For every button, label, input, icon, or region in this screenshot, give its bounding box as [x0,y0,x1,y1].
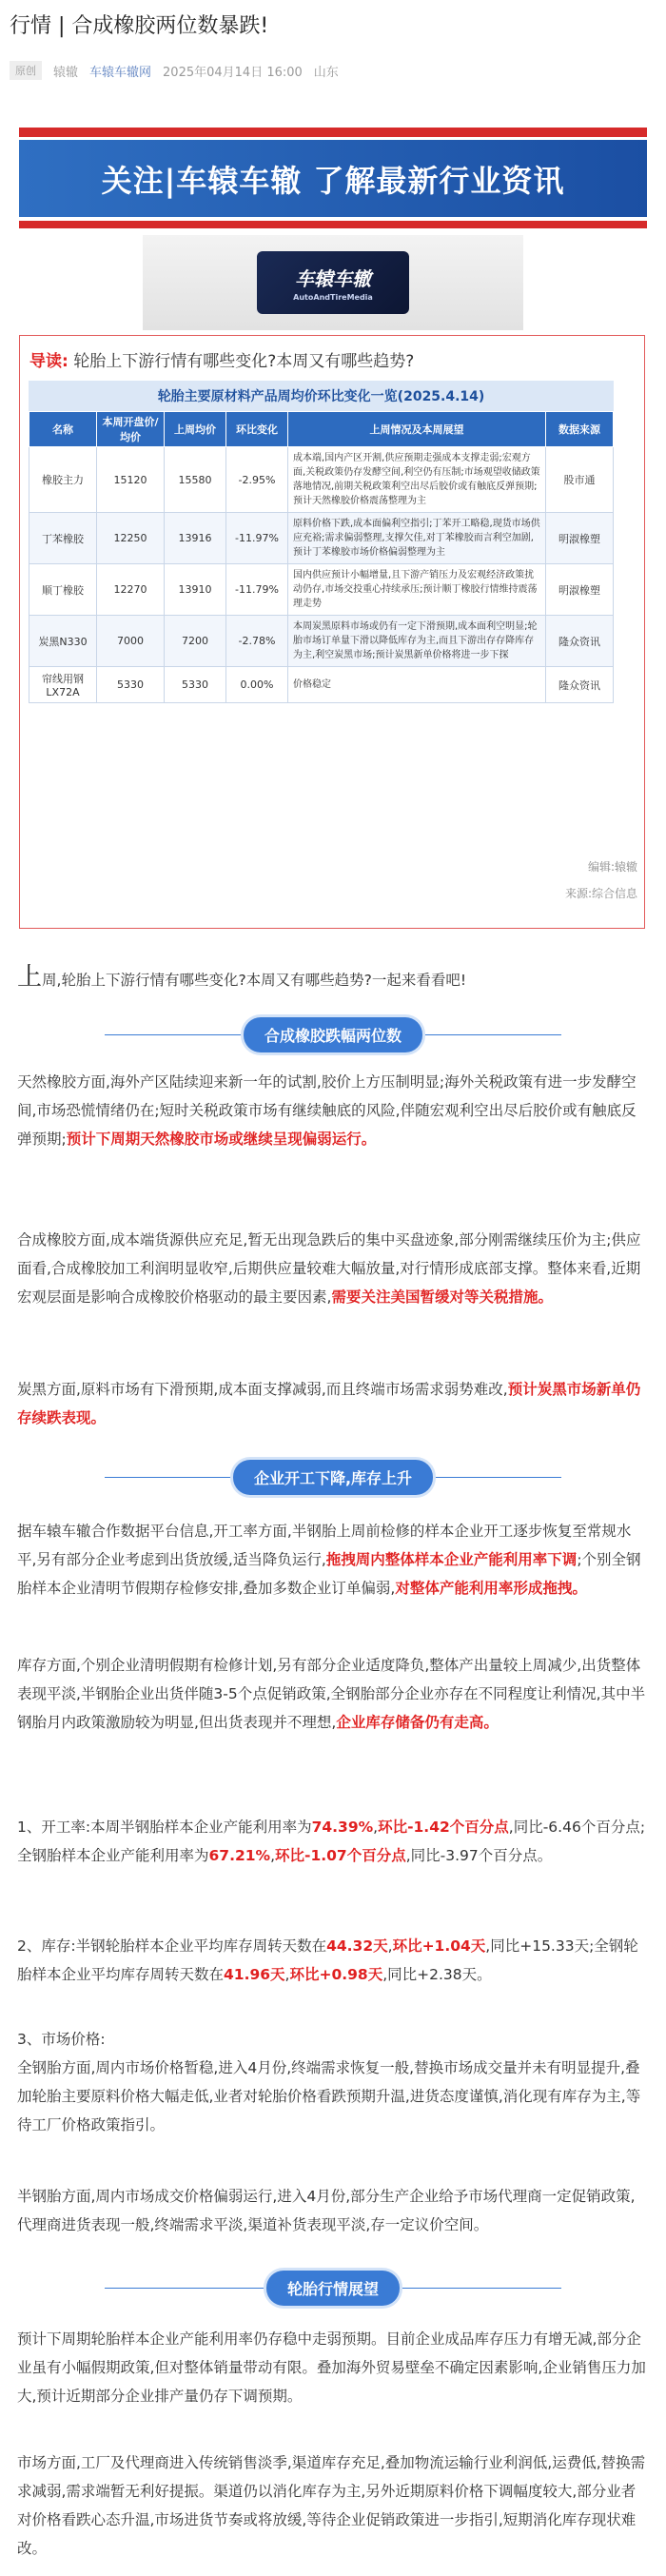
intro-paragraph [17,963,649,994]
highlight-text: 41.96天 [224,1966,285,1983]
publish-datetime: 2025年04月14日 16:00 [163,65,303,80]
cell-last-week: 15580 [165,447,226,513]
highlight-text: 环比-1.42个百分点 [378,1819,509,1836]
col-header: 本周开盘价/均价 [97,412,165,447]
source-credit: 来源:综合信息 [564,887,637,900]
cell-this-week: 5330 [97,667,165,703]
table-row [29,564,614,616]
logo-subtext: AutoAndTireMedia [293,293,373,302]
cell-desc: 成本端,国内产区开割,供应预期走强成本支撑走弱;宏观方面,关税政策仍存发酵空间,利空仍有压制;市场观望收储政策落地情况,前期关税政策利空出尽后胶价或有触底反弹预期;预计天然橡胶价格震荡整理为主 [288,447,546,513]
cell-desc: 价格稳定 [288,667,546,703]
text-run: ,同比-3.97个百分点。 [405,1847,553,1864]
text-run: 据车辕车辙合作数据平台信息,开工率方面,半钢胎上周前检修的样本企业开工逐步恢复至常规水平,另有部分企业考虑到出货放缓,适当降负运行, [17,1523,632,1568]
cell-desc: 国内供应预计小幅增量,且下游产销压力及宏观经济政策扰动仍存,市场交投重心持续承压;预计顺丁橡胶行情维持震荡理走势 [288,564,546,616]
cell-source: 明淑橡塑 [546,513,614,564]
cell-this-week: 12270 [97,564,165,616]
text-run: ,同比+15.33天;全钢轮胎样本企业平均库存周转天数在 [17,1937,638,1983]
col-header: 数据来源 [546,412,614,447]
table-row [29,667,614,703]
paragraph-outlook: 预计下周期轮胎样本企业产能利用率仍存稳中走弱预期。目前企业成品库存压力有增无减,部分企业虽有小幅假期政策,但对整体销量带动有限。叠加海外贸易壁垒不确定因素影响,企业销售压力加大,预计近期部分企业排产量仍存下调预期。 [17,2330,646,2405]
cell-name: 丁苯橡胶 [29,513,97,564]
text-run: 1、开工率:本周半钢胎样本企业产能利用率为 [17,1819,312,1836]
highlight-text: 企业库存储备仍有走高。 [336,1714,499,1731]
highlight-text: 拖拽周内整体样本企业产能利用率下调 [325,1551,578,1568]
brand-logo [257,251,409,314]
publish-location: 山东 [313,65,339,80]
text-run: 合成橡胶方面,成本端货源供应充足,暂无出现急跌后的集中买盘迹象,部分刚需继续压价为主;供应面看,合成橡胶加工利润明显收窄,后期供应量较难大幅放量,对行情形成底部支撑。整体来看,近期宏观层面是影响合成橡胶价格驱动的最主要因素, [17,1231,641,1306]
table-header-row [29,412,614,447]
text-run: , [284,1966,290,1983]
price-table [29,411,614,703]
section-heading-outlook [0,2269,666,2307]
highlight-text: 67.21% [208,1847,271,1864]
paragraph-semi-steel: 半钢胎方面,周内市场成交价格偏弱运行,进入4月份,部分生产企业给予市场代理商一定促销政策,代理商进货表现一般,终端需求平淡,渠道补货表现平淡,存一定议价空间。 [17,2188,636,2233]
cell-this-week: 12250 [97,513,165,564]
text-run: ,同比+2.38天。 [382,1966,492,1983]
cell-change: -11.97% [226,513,288,564]
text-run: , [270,1847,276,1864]
cell-source: 明淑橡塑 [546,564,614,616]
author-name: 辕辙 [53,65,79,80]
text-run: 2、库存:半钢轮胎样本企业平均库存周转天数在 [17,1937,327,1955]
text-run: 炭黑方面,原料市场有下滑预期,成本面支撑减弱,而且终端市场需求弱势难改, [17,1381,508,1398]
cell-change: -2.95% [226,447,288,513]
highlight-text: 环比+1.04天 [392,1937,486,1955]
cell-desc: 本周炭黑原料市场或仍有一定下滑预期,成本面利空明显;轮胎市场订单量下滑以降低库存为主,而且下游出存存降库存为主,利空炭黑市场;预计炭黑新单价格将进一步下探 [288,616,546,667]
paragraph-natural-rubber [17,1068,649,1153]
original-tag: 原创 [10,61,42,80]
highlight-text: 44.32天 [326,1937,388,1955]
paragraph-market-outlook: 市场方面,工厂及代理商进入传统销售淡季,渠道库存充足,叠加物流运输行业利润低,运费低,替换需求减弱,需求端暂无利好提振。渠道仍以消化库存为主,另外近期原料价格下调幅度较大,部分业者对价格看跌心态升温,市场进货节奏或将放缓,等待企业促销政策进一步指引,短期消化库存现状难改。 [17,2454,646,2557]
cell-change: -11.79% [226,564,288,616]
text-run: , [387,1937,393,1955]
cell-this-week: 15120 [97,447,165,513]
section-title: 企业开工下降,库存上升 [233,1460,433,1495]
article-title: 行情 | 合成橡胶两位数暴跌! [10,14,269,38]
highlight-text: 环比+0.98天 [289,1966,383,1983]
guide-text: 轮胎上下游行情有哪些变化?本周又有哪些趋势? [73,352,415,371]
highlight-text: 预计下周期天然橡胶市场或继续呈现偏弱运行。 [66,1131,377,1148]
table-title: 轮胎主要原材料产品周均价环比变化一览(2025.4.14) [29,381,614,411]
section-heading-operation [0,1458,666,1496]
highlight-text: 对整体产能利用率形成拖拽。 [395,1580,587,1597]
highlight-text: 环比-1.07个百分点 [275,1847,406,1864]
cell-last-week: 13910 [165,564,226,616]
paragraph-synthetic-rubber [17,1226,649,1311]
cell-last-week: 5330 [165,667,226,703]
text-run: ;个别全钢胎样本企业清明节假期存检修安排,叠加多数企业订单偏弱, [17,1551,641,1597]
col-header: 名称 [29,412,97,447]
intro-dropcap: 上 [17,963,43,992]
follow-banner [19,140,647,217]
cell-last-week: 7200 [165,616,226,667]
cell-name: 炭黑N330 [29,616,97,667]
editor-credit: 编辑:辕辙 [587,860,637,874]
table-row [29,513,614,564]
cell-last-week: 13916 [165,513,226,564]
banner-text: 关注|车辕车辙 了解最新行业资讯 [101,162,565,199]
article-meta [10,61,339,80]
cell-name: 顺丁橡胶 [29,564,97,616]
paragraph-market-price: 3、市场价格: 全钢胎方面,周内市场价格暂稳,进入4月份,终端需求恢复一般,替换市场成交量并未有明显提升,叠加轮胎主要原料价格大幅走低,业者对轮胎价格看跌预期升温,进货态度谨慎,消化现有库存为主,等待工厂价格政策指引。 [17,2031,641,2134]
paragraph-stat-operating [17,1813,649,1870]
paragraph-carbon-black [17,1375,649,1432]
col-header: 上周均价 [165,412,226,447]
section-title: 合成橡胶跌幅两位数 [244,1017,422,1052]
brand-logo-area [143,235,523,330]
cell-desc: 原料价格下跌,成本面偏利空指引;丁苯开工略稳,现货市场供应充裕;需求偏弱整理,支撑欠佳,对丁苯橡胶而言利空加剧,预计丁苯橡胶市场价格偏弱整理为主 [288,513,546,564]
section-title: 轮胎行情展望 [266,2271,400,2306]
cell-source: 隆众资讯 [546,616,614,667]
table-row [29,616,614,667]
table-row [29,447,614,513]
logo-text: 车辕车辙 [295,267,371,290]
banner-top-stripe [19,128,647,137]
text-run: , [373,1819,379,1836]
cell-change: 0.00% [226,667,288,703]
cell-source: 股市通 [546,447,614,513]
intro-text: 周,轮胎上下游行情有哪些变化?本周又有哪些趋势?一起来看看吧! [42,972,467,989]
cell-name: 橡胶主力 [29,447,97,513]
text-run: 天然橡胶方面,海外产区陆续迎来新一年的试割,胶价上方压制明显;海外关税政策有进一步发酵空间,市场恐慌情绪仍在;短时关税政策市场有继续触底的风险,伴随宏观利空出尽后胶价或有触底反弹预期; [17,1073,637,1148]
guide-label: 导读: [29,352,69,371]
section-heading-rubber [0,1015,666,1053]
guide-line [29,347,414,371]
account-link[interactable]: 车辕车辙网 [89,65,152,80]
text-run: 库存方面,个别企业清明假期有检修计划,另有部分企业适度降负,整体产出量较上周减少,出货整体表现平淡,半钢胎企业出货伴随3-5个点促销政策,全钢胎部分企业亦存在不同程度让利情况,其中半钢胎月内政策激励较为明显,但出货表现并不理想, [17,1657,646,1731]
cell-change: -2.78% [226,616,288,667]
paragraph-inventory [17,1651,649,1737]
text-run: ,同比-6.46个百分点;全钢胎样本企业产能利用率为 [17,1819,646,1864]
highlight-text: 需要关注美国暂缓对等关税措施。 [331,1288,553,1306]
highlight-text: 预计炭黑市场新单仍存续跌表现。 [17,1381,641,1426]
paragraph-operating-rate [17,1517,649,1603]
cell-this-week: 7000 [97,616,165,667]
cell-source: 隆众资讯 [546,667,614,703]
col-header: 环比变化 [226,412,288,447]
col-header: 上周情况及本周展望 [288,412,546,447]
banner-bottom-stripe [19,221,647,228]
cell-name: 帘线用钢LX72A [29,667,97,703]
paragraph-stat-inventory [17,1932,649,1989]
highlight-text: 74.39% [311,1819,374,1836]
